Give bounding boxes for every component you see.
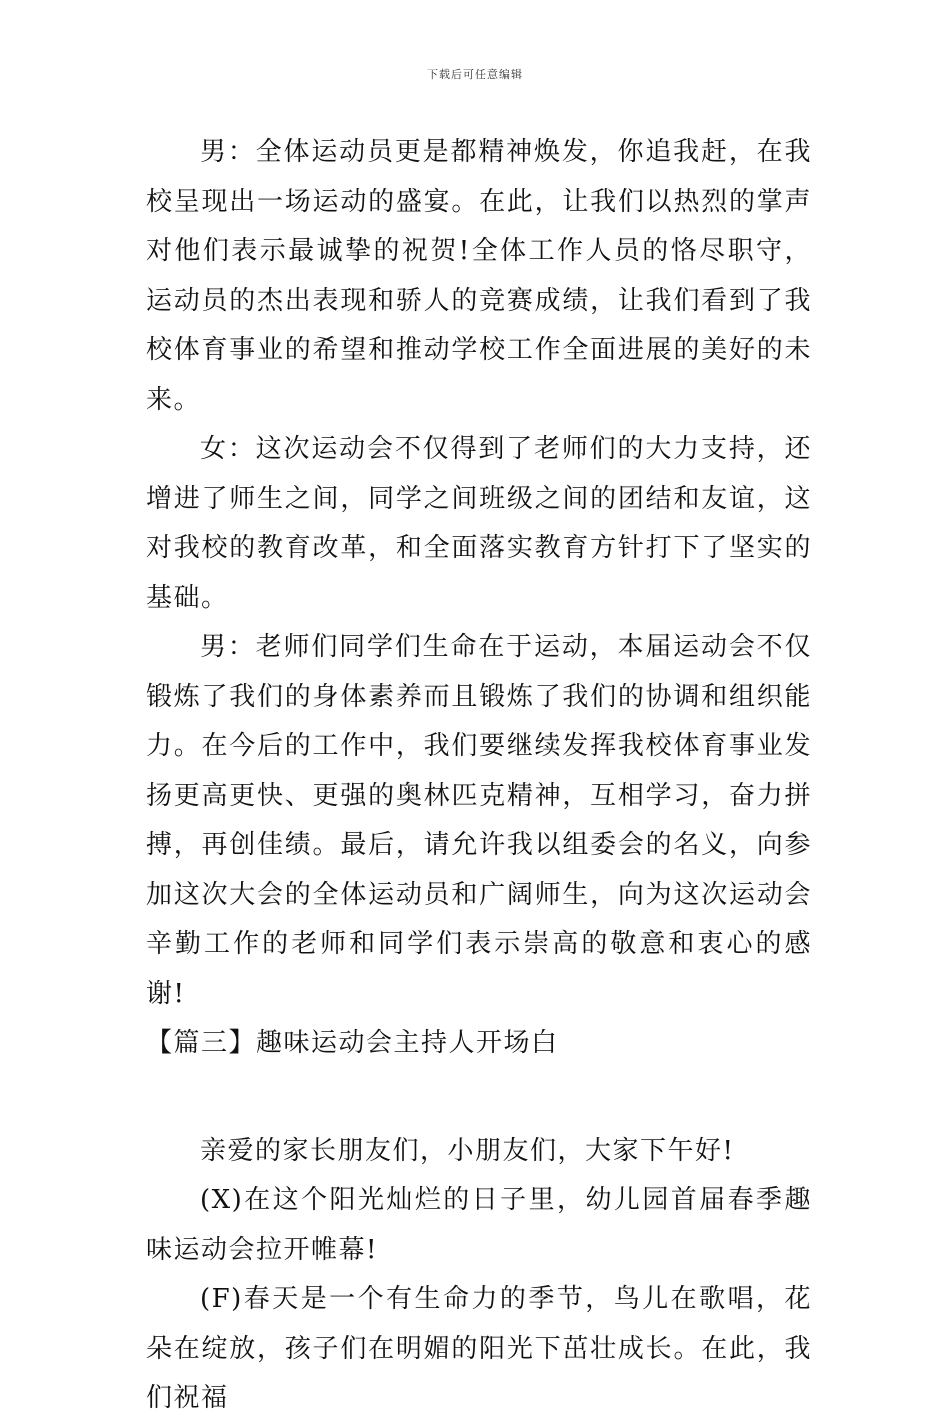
paragraph-x-opening: (X)在这个阳光灿烂的日子里，幼儿园首届春季趣味运动会拉开帷幕! bbox=[146, 1185, 812, 1265]
section-heading: 【篇三】趣味运动会主持人开场白 bbox=[146, 1028, 559, 1058]
paragraph-f-opening: (F)春天是一个有生命力的季节，鸟儿在歌唱，花朵在绽放，孩子们在明媚的阳光下茁壮成长。在此，我们祝福 bbox=[146, 1284, 812, 1413]
page-header: 下载后可任意编辑 bbox=[427, 68, 523, 81]
section-spacer bbox=[146, 1069, 812, 1127]
paragraph-female-1: 女：这次运动会不仅得到了老师们的大力支持，还增进了师生之间，同学之间班级之间的团结和友谊，这对我校的教育改革，和全面落实教育方针打下了坚实的基础。 bbox=[146, 434, 812, 613]
paragraph-male-1: 男：全体运动员更是都精神焕发，你追我赶，在我校呈现出一场运动的盛宴。在此，让我们以热烈的掌声对他们表示最诚挚的祝贺!全体工作人员的恪尽职守，运动员的杰出表现和骄人的竞赛成绩，让我们看到了我校体育事业的希望和推动学校工作全面进展的美好的未来。 bbox=[146, 137, 812, 415]
paragraph-male-2: 男：老师们同学们生命在于运动，本届运动会不仅锻炼了我们的身体素养而且锻炼了我们的协调和组织能力。在今后的工作中，我们要继续发挥我校体育事业发扬更高更快、更强的奥林匹克精神，互相学习，奋力拼搏，再创佳绩。最后，请允许我以组委会的名义，向参加这次大会的全体运动员和广阔师生，向为这次运动会辛勤工作的老师和同学们表示崇高的敬意和衷心的感谢! bbox=[146, 632, 812, 1009]
paragraph-greeting: 亲爱的家长朋友们，小朋友们，大家下午好! bbox=[200, 1135, 735, 1166]
document-body bbox=[146, 128, 812, 1424]
